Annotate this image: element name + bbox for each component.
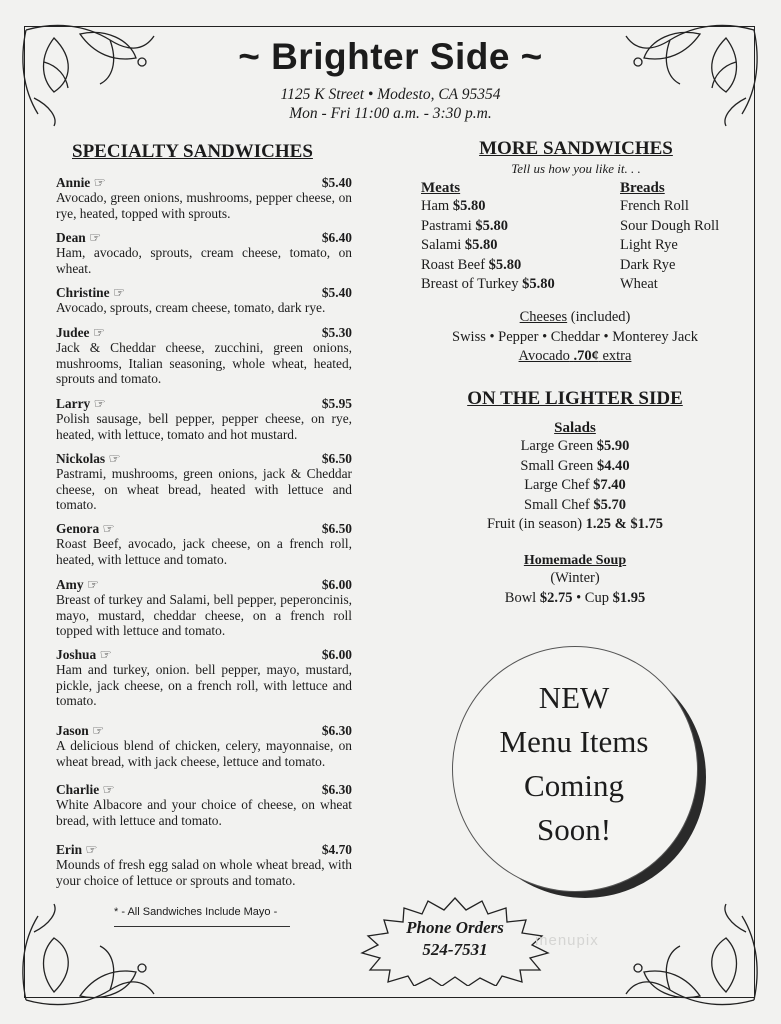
item-name: Annie [56, 175, 91, 190]
menu-item [56, 521, 352, 567]
item-price: $6.50 [321, 521, 352, 536]
salad-item: Large Green $5.90 [520, 438, 630, 454]
menu-item [56, 647, 352, 708]
more-sandwiches-heading: MORE SANDWICHES [479, 138, 673, 159]
item-name: Nickolas [56, 451, 106, 466]
promo-line: NEW [538, 680, 610, 715]
lighter-side-block [430, 388, 720, 608]
item-price: $5.30 [321, 325, 352, 340]
phone-label: Phone Orders [406, 918, 504, 937]
cheeses-list: Swiss • Pepper • Cheddar • Monterey Jack [452, 328, 698, 345]
more-sandwiches-block [452, 138, 700, 177]
item-price: $6.00 [321, 647, 352, 662]
menu-item [56, 325, 352, 386]
meat-item: Salami $5.80 [421, 237, 498, 254]
item-name: Dean [56, 230, 86, 245]
cheeses-block [430, 308, 720, 367]
specialty-heading: SPECIALTY SANDWICHES [72, 141, 313, 162]
note-divider [114, 926, 290, 927]
promo-line: Menu Items [499, 724, 649, 759]
restaurant-title: ~ Brighter Side ~ [238, 36, 543, 77]
phone-number: 524-7531 [422, 940, 488, 959]
meats-heading: Meats [421, 180, 461, 196]
menu-item [56, 451, 352, 512]
soup-heading: Homemade Soup [523, 552, 627, 568]
item-description: Mounds of fresh egg salad on whole wheat bread, with your choice of lettuce or sprouts and tomato. [56, 857, 352, 888]
item-description: Ham, avocado, sprouts, cream cheese, tomato, on wheat. [56, 245, 352, 276]
pointer-hand-icon: ☞ [102, 521, 115, 536]
bread-item: Light Rye [620, 237, 678, 254]
item-description: White Albacore and your choice of cheese, on wheat bread, with lettuce and tomato. [56, 797, 352, 828]
lighter-side-heading: ON THE LIGHTER SIDE [467, 388, 683, 409]
promo-line: Coming [524, 768, 624, 803]
salad-item: Small Green $4.40 [520, 457, 630, 474]
item-name: Erin [56, 842, 83, 857]
bread-item: Sour Dough Roll [620, 217, 720, 234]
menu-item [56, 577, 352, 638]
cheeses-heading-line: Cheeses (included) [519, 309, 631, 325]
address-block [0, 85, 781, 123]
item-price: $6.30 [321, 723, 352, 738]
pointer-hand-icon: ☞ [89, 230, 102, 245]
pointer-hand-icon: ☞ [93, 175, 106, 190]
pointer-hand-icon: ☞ [86, 577, 99, 592]
menu-item [56, 782, 352, 828]
meat-item: Ham $5.80 [421, 198, 486, 214]
pointer-hand-icon: ☞ [93, 396, 106, 411]
salads-heading: Salads [554, 420, 596, 436]
item-description: Breast of turkey and Salami, bell pepper, peperoncinis, mayo, mustard, cheddar cheese, on a french roll topped with lettuce and tomato. [56, 592, 352, 638]
soup-prices: Bowl $2.75 • Cup $1.95 [504, 589, 646, 606]
item-name: Judee [56, 325, 90, 340]
salad-item: Large Chef $7.40 [524, 477, 626, 494]
meat-item: Pastrami $5.80 [421, 217, 508, 234]
item-description: Polish sausage, bell pepper, pepper cheese, on rye, heated, with lettuce, tomato and hot mustard. [56, 411, 352, 442]
item-price: $6.30 [321, 782, 352, 797]
pointer-hand-icon: ☞ [92, 723, 105, 738]
item-price: $6.40 [321, 230, 352, 245]
salad-item: Small Chef $5.70 [524, 496, 626, 513]
avocado-extra: Avocado .70¢ extra [518, 348, 632, 364]
address: 1125 K Street • Modesto, CA 95354 [280, 86, 501, 103]
menu-item [56, 723, 352, 769]
item-price: $5.95 [321, 396, 352, 411]
item-price: $6.50 [321, 451, 352, 466]
bread-item: Dark Rye [620, 256, 676, 273]
hours: Mon - Fri 11:00 a.m. - 3:30 p.m. [289, 105, 492, 122]
item-name: Joshua [56, 647, 97, 662]
bread-item: French Roll [620, 198, 689, 214]
menu-item [56, 842, 352, 888]
item-name: Charlie [56, 782, 100, 797]
item-name: Jason [56, 723, 89, 738]
item-price: $5.40 [321, 285, 352, 300]
item-name: Christine [56, 285, 110, 300]
item-name: Genora [56, 521, 100, 536]
new-items-text [452, 676, 696, 852]
tagline: Tell us how you like it. . . [511, 161, 641, 176]
corner-ornament-bottom-left-icon [14, 902, 164, 1012]
menu-item [56, 230, 352, 276]
salad-item: Fruit (in season) 1.25 & $1.75 [486, 516, 663, 533]
meat-item: Roast Beef $5.80 [421, 256, 522, 273]
corner-ornament-bottom-right-icon [616, 902, 766, 1012]
breads-heading: Breads [620, 180, 665, 196]
menu-item [56, 396, 352, 442]
item-price: $5.40 [321, 175, 352, 190]
menu-item [56, 175, 352, 221]
pointer-hand-icon: ☞ [99, 647, 112, 662]
item-description: A delicious blend of chicken, celery, mayonnaise, on wheat bread, with jack cheese, lettuce and tomato. [56, 738, 352, 769]
pointer-hand-icon: ☞ [102, 782, 115, 797]
item-description: Avocado, sprouts, cream cheese, tomato, dark rye. [56, 300, 326, 316]
pointer-hand-icon: ☞ [85, 842, 98, 857]
promo-line: Soon! [536, 812, 612, 847]
meats-list [421, 180, 611, 295]
item-description: Roast Beef, avocado, jack cheese, on a french roll, heated, with lettuce and tomato. [56, 536, 352, 567]
breads-list [620, 180, 740, 295]
mayo-note: * - All Sandwiches Include Mayo - [114, 906, 278, 918]
item-description: Ham and turkey, onion. bell pepper, mayo, mustard, pickle, jack cheese, on a french roll, with lettuce and tomato. [56, 662, 352, 708]
pointer-hand-icon: ☞ [92, 325, 105, 340]
item-description: Jack & Cheddar cheese, zucchini, green onions, mushrooms, Italian seasoning, whole wheat, heated, sprouts and tomato. [56, 340, 352, 386]
pointer-hand-icon: ☞ [112, 285, 125, 300]
bread-item: Wheat [620, 276, 658, 293]
item-price: $4.70 [321, 842, 352, 857]
item-name: Amy [56, 577, 84, 592]
item-description: Pastrami, mushrooms, green onions, jack & Cheddar cheese, on wheat bread, heated with lettuce and tomato. [56, 466, 352, 512]
soup-season: (Winter) [550, 569, 600, 586]
phone-orders [380, 917, 530, 961]
pointer-hand-icon: ☞ [108, 451, 121, 466]
item-description: Avocado, green onions, mushrooms, pepper cheese, on rye, heated, topped with sprouts. [56, 190, 352, 221]
item-name: Larry [56, 396, 91, 411]
menu-item [56, 285, 352, 316]
meat-item: Breast of Turkey $5.80 [421, 276, 555, 293]
item-price: $6.00 [321, 577, 352, 592]
watermark: menupix [535, 932, 599, 949]
